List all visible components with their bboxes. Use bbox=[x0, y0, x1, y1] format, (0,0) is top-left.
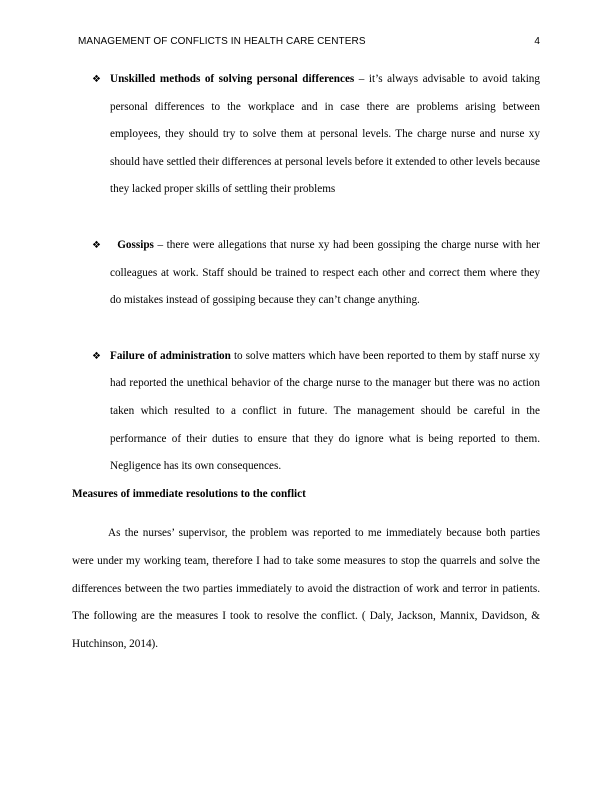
bullet-text: – there were allegations that nurse xy had been gossiping the charge nurse with her colleagues at work. Staff should be trained to respect each other and correct them where they do mistakes instead of gossiping because they can’t change anything. bbox=[110, 238, 541, 307]
running-title: MANAGEMENT OF CONFLICTS IN HEALTH CARE CENTERS bbox=[78, 36, 366, 47]
section-paragraph: As the nurses’ supervisor, the problem was reported to me immediately because both parties were under my working team, therefore I had to take some measures to stop the quarrels and solve the differences between the two parties immediately to avoid the distraction of work and terror in patients. The following are the measures I took to resolve the conflict. ( Daly, Jackson, Mannix, Davidson, & Hutchinson, 2014). bbox=[72, 527, 540, 650]
bullet-term: Failure of administration bbox=[110, 349, 231, 362]
bullet-item bbox=[72, 343, 540, 481]
document-body bbox=[72, 66, 540, 658]
bullet-term: Gossips bbox=[117, 238, 154, 251]
bullet-text: to solve matters which have been reported to them by staff nurse xy had reported the unethical behavior of the charge nurse to the manager but there was no action taken which resulted to a conflict in future. The management should be careful in the performance of their duties to ensure that they do ignore what is being reported to them. Negligence has its own consequences. bbox=[110, 349, 541, 473]
bullet-text: – it’s always advisable to avoid taking personal differences to the workplace and in case there are problems arising between employees, they should try to solve them at personal levels. The charge nurse and nurse xy should have settled their differences at personal levels before it extended to other levels because they lacked proper skills of settling their problems bbox=[110, 73, 540, 196]
diamond-bullet-icon: ❖ bbox=[92, 239, 101, 251]
diamond-bullet-icon: ❖ bbox=[92, 74, 101, 85]
page-number: 4 bbox=[534, 36, 540, 47]
bullet-term: Unskilled methods of solving personal differences bbox=[110, 73, 355, 85]
running-header bbox=[78, 36, 540, 47]
section-heading: Measures of immediate resolutions to the conflict bbox=[72, 487, 306, 500]
diamond-bullet-icon: ❖ bbox=[92, 350, 101, 362]
bullet-item bbox=[72, 66, 540, 204]
bullet-item bbox=[72, 232, 540, 315]
